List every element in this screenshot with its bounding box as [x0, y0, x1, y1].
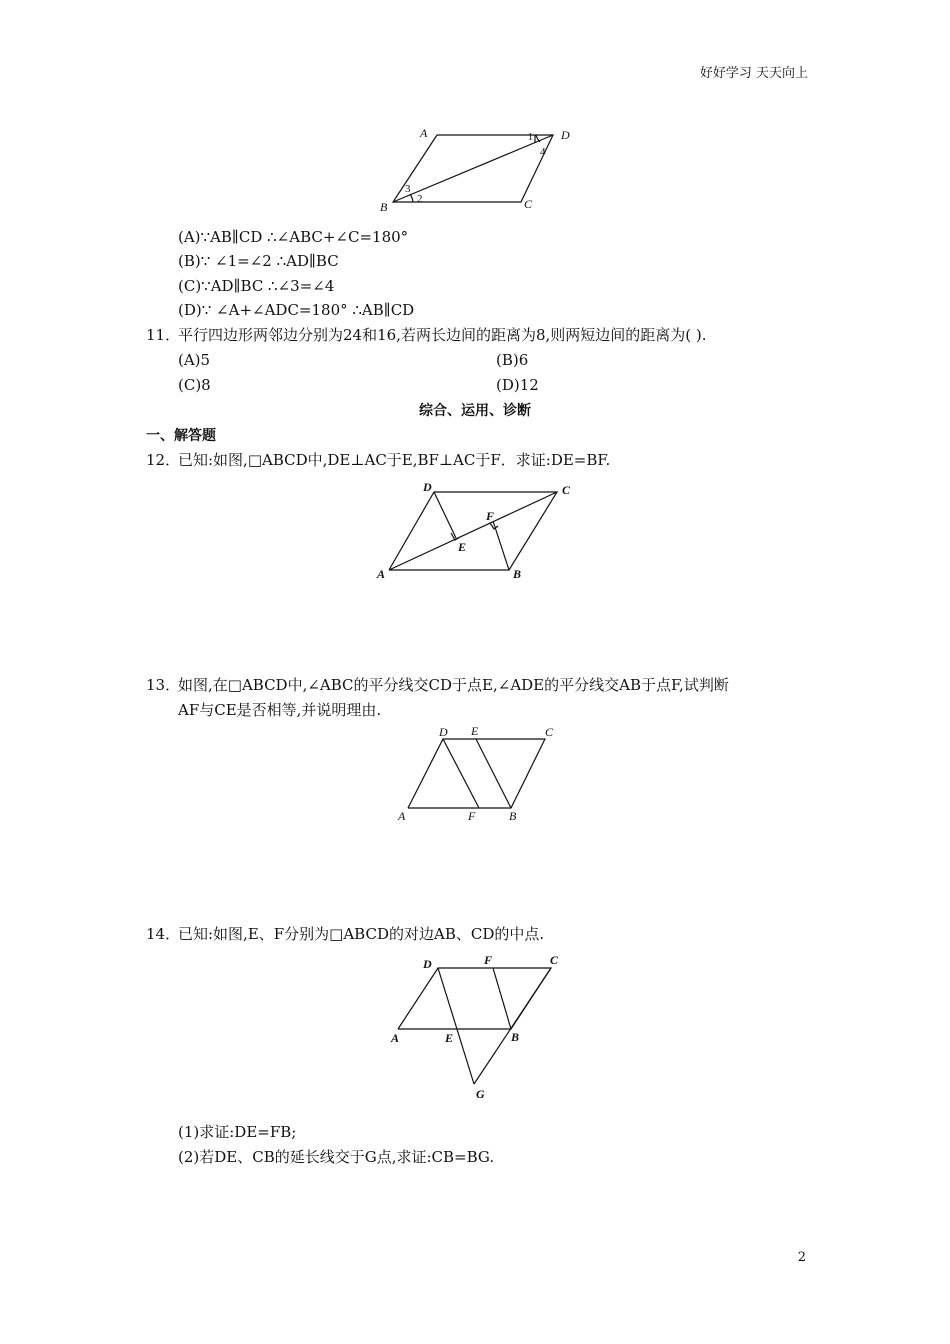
q11-option-b: (B)6	[496, 351, 529, 369]
q13-label-d: D	[439, 725, 448, 739]
q10-label-b: B	[380, 200, 388, 214]
q13-label-b: B	[509, 809, 517, 823]
q13-label-f: F	[468, 809, 476, 823]
q11-text: 平行四边形两邻边分别为24和16,若两长边间的距离为8,则两短边间的距离为( ).	[178, 326, 707, 344]
q10-label-4: 4	[540, 146, 546, 158]
q11-option-a: (A)5	[178, 351, 211, 369]
q13-segment-df	[443, 739, 479, 808]
q12-label-c: C	[562, 483, 571, 497]
q10-label-2: 2	[417, 193, 423, 205]
q13-figure	[396, 722, 566, 826]
q14-segment-cb-extended	[474, 968, 551, 1084]
q14-number: 14．	[146, 925, 181, 943]
q14-label-g: G	[476, 1087, 485, 1101]
q13-text-line1: 如图,在□ABCD中,∠ABC的平分线交CD于点E,∠ADE的平分线交AB于点F,试判断	[178, 676, 729, 694]
page-number: 2	[797, 1250, 806, 1265]
q13-segment-be	[476, 739, 511, 808]
q10-label-d: D	[561, 128, 570, 142]
q12-label-f: F	[486, 509, 495, 523]
q10-label-3: 3	[405, 183, 411, 195]
q14-label-e: E	[445, 1031, 454, 1045]
q12-label-d: D	[423, 480, 432, 494]
q14-subquestion-1: (1)求证:DE=FB;	[178, 1123, 297, 1141]
q14-segment-de-extended	[438, 968, 474, 1084]
q10-label-c: C	[524, 197, 533, 211]
q11-option-d: (D)12	[496, 376, 539, 394]
q14-segment-fb	[493, 968, 511, 1029]
q14-text: 已知:如图,E、F分别为□ABCD的对边AB、CD的中点.	[178, 925, 545, 943]
q14-label-b: B	[511, 1030, 520, 1044]
q14-label-a: A	[391, 1031, 400, 1045]
q12-figure	[376, 478, 586, 584]
q13-text-line2: AF与CE是否相等,并说明理由.	[178, 701, 382, 719]
q11-number: 11．	[146, 326, 181, 344]
q14-subquestion-2: (2)若DE、CB的延长线交于G点,求证:CB=BG.	[178, 1148, 495, 1166]
q12-label-a: A	[377, 567, 386, 581]
section-title: 综合、运用、诊断	[419, 403, 531, 419]
q10-option-d: (D)∵ ∠A+∠ADC=180° ∴AB∥CD	[178, 301, 415, 319]
q13-label-c: C	[545, 725, 554, 739]
q10-option-b: (B)∵ ∠1=∠2 ∴AD∥BC	[178, 252, 339, 270]
q14-label-f: F	[484, 953, 493, 967]
q13-parallelogram	[408, 739, 545, 808]
q12-diagonal-ac	[389, 492, 557, 570]
q10-option-c: (C)∵AD∥BC ∴∠3=∠4	[178, 277, 335, 295]
q14-parallelogram	[398, 968, 551, 1029]
q10-option-a: (A)∵AB∥CD ∴∠ABC+∠C=180°	[178, 228, 409, 246]
q13-number: 13．	[146, 676, 181, 694]
q10-label-a: A	[420, 126, 428, 140]
q10-label-1: 1	[528, 132, 533, 143]
q12-segment-de	[434, 492, 456, 538]
q12-label-b: B	[513, 567, 522, 581]
q13-label-e: E	[471, 724, 479, 738]
q12-number: 12．	[146, 451, 181, 469]
q14-label-c: C	[550, 953, 559, 967]
q12-label-e: E	[458, 540, 467, 554]
q13-label-a: A	[398, 809, 406, 823]
q10-figure	[380, 124, 580, 216]
q11-option-c: (C)8	[178, 376, 211, 394]
q14-label-d: D	[423, 957, 432, 971]
q12-text: 已知:如图,□ABCD中,DE⊥AC于E,BF⊥AC于F．求证:DE=BF.	[178, 451, 611, 469]
q10-angle-arc-b	[410, 194, 413, 202]
part-title: 一、解答题	[146, 428, 216, 444]
page-header: 好好学习 天天向上	[699, 66, 808, 81]
q10-diagonal-bd	[393, 135, 553, 202]
q14-figure	[386, 950, 568, 1104]
